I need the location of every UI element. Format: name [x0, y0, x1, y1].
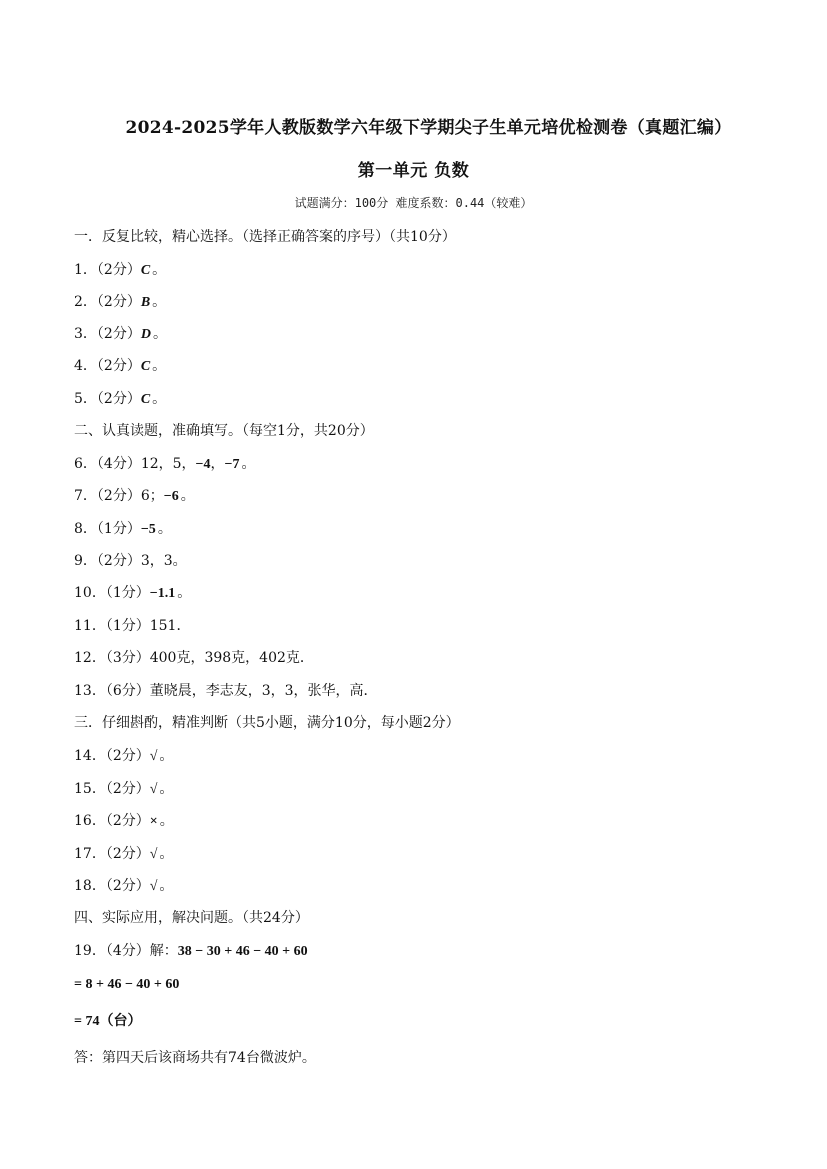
q19-unit: （台）	[99, 1014, 142, 1029]
exam-meta: 试题满分：100分 难度系数：0.44（较难）	[294, 196, 533, 210]
q5-prefix: 5．（2分）	[74, 391, 141, 407]
q14-suffix: 。	[159, 748, 174, 764]
q17-prefix: 17．（2分）	[74, 846, 150, 862]
page-title: 2024-2025学年人教版数学六年级下学期尖子生单元培优检测卷（真题汇编）	[125, 118, 732, 138]
answer-q7	[74, 487, 195, 506]
q19-expression: 38 − 30 + 46 − 40 + 60	[177, 944, 308, 959]
answer-q9: 9．（2分）3，3。	[74, 553, 187, 569]
q14-check-icon: √	[149, 749, 158, 764]
q2-suffix: 。	[152, 294, 167, 310]
answer-q17	[74, 845, 173, 864]
q6-mid: ，	[210, 456, 225, 472]
section-4-heading: 四、实际应用，解决问题。（共24分）	[74, 910, 309, 926]
answer-q18	[74, 877, 173, 896]
q19-prefix: 19．（4分）解：	[74, 943, 178, 959]
q7-answer: −6	[163, 489, 179, 504]
q5-suffix: 。	[152, 391, 167, 407]
section-2-heading: 二、认真读题，准确填写。（每空1分，共20分）	[74, 423, 374, 439]
answer-q3	[74, 325, 167, 344]
answer-q19-step2: = 8 + 46 − 40 + 60	[74, 977, 180, 992]
answer-q2	[74, 293, 166, 312]
q5-answer: C	[140, 392, 151, 407]
q1-suffix: 。	[152, 262, 167, 278]
q16-suffix: 。	[159, 813, 174, 829]
q6-suffix: 。	[241, 456, 256, 472]
q15-prefix: 15．（2分）	[74, 781, 150, 797]
q10-suffix: 。	[177, 585, 192, 601]
q7-suffix: 。	[180, 488, 195, 504]
q6-answer-2: −7	[224, 457, 240, 472]
answer-q10	[74, 584, 191, 603]
q3-suffix: 。	[152, 326, 167, 342]
q10-prefix: 10．（1分）	[74, 585, 150, 601]
q2-answer: B	[140, 295, 151, 310]
q1-prefix: 1．（2分）	[74, 262, 141, 278]
answer-q15	[74, 780, 173, 799]
q4-prefix: 4．（2分）	[74, 358, 141, 374]
q7-prefix: 7．（2分）6；	[74, 488, 164, 504]
q4-suffix: 。	[152, 358, 167, 374]
q15-suffix: 。	[159, 781, 174, 797]
answer-q19-conclusion: 答：第四天后该商场共有74台微波炉。	[74, 1050, 316, 1066]
q17-check-icon: √	[149, 847, 158, 862]
q14-prefix: 14．（2分）	[74, 748, 150, 764]
section-3-heading: 三．仔细斟酌，精准判断（共5小题，满分10分，每小题2分）	[74, 715, 460, 731]
q6-prefix: 6．（4分）12，5，	[74, 456, 196, 472]
q3-prefix: 3．（2分）	[74, 326, 141, 342]
q3-answer: D	[140, 327, 151, 342]
q15-check-icon: √	[149, 782, 158, 797]
q1-answer: C	[140, 263, 151, 278]
answer-q1	[74, 261, 166, 280]
q18-check-icon: √	[149, 879, 158, 894]
answer-q19-step3	[74, 1012, 141, 1031]
answer-q16	[74, 812, 174, 831]
q17-suffix: 。	[159, 846, 174, 862]
section-1-heading: 一．反复比较，精心选择。（选择正确答案的序号）（共10分）	[74, 229, 456, 245]
answer-q5	[74, 390, 166, 409]
q19-result: = 74	[74, 1014, 100, 1029]
answer-q14	[74, 747, 173, 766]
q6-answer-1: −4	[195, 457, 211, 472]
q4-answer: C	[140, 359, 151, 374]
q16-cross-icon: ×	[149, 814, 158, 829]
answer-q12: 12．（3分）400克，398克，402克．	[74, 650, 314, 666]
q18-prefix: 18．（2分）	[74, 878, 150, 894]
answer-q6	[74, 455, 256, 474]
q2-prefix: 2．（2分）	[74, 294, 141, 310]
answer-q13: 13．（6分）董晓晨，李志友，3，3，张华，高．	[74, 683, 378, 699]
q8-answer: −5	[140, 522, 156, 537]
q16-prefix: 16．（2分）	[74, 813, 150, 829]
answer-q11: 11．（1分）151．	[74, 618, 191, 634]
answer-q8	[74, 520, 172, 539]
answer-q4	[74, 357, 166, 376]
q8-prefix: 8．（1分）	[74, 521, 141, 537]
unit-title: 第一单元 负数	[357, 161, 470, 181]
q8-suffix: 。	[157, 521, 172, 537]
answer-q19-line1	[74, 942, 308, 961]
q18-suffix: 。	[159, 878, 174, 894]
q10-answer: −1.1	[149, 586, 176, 601]
